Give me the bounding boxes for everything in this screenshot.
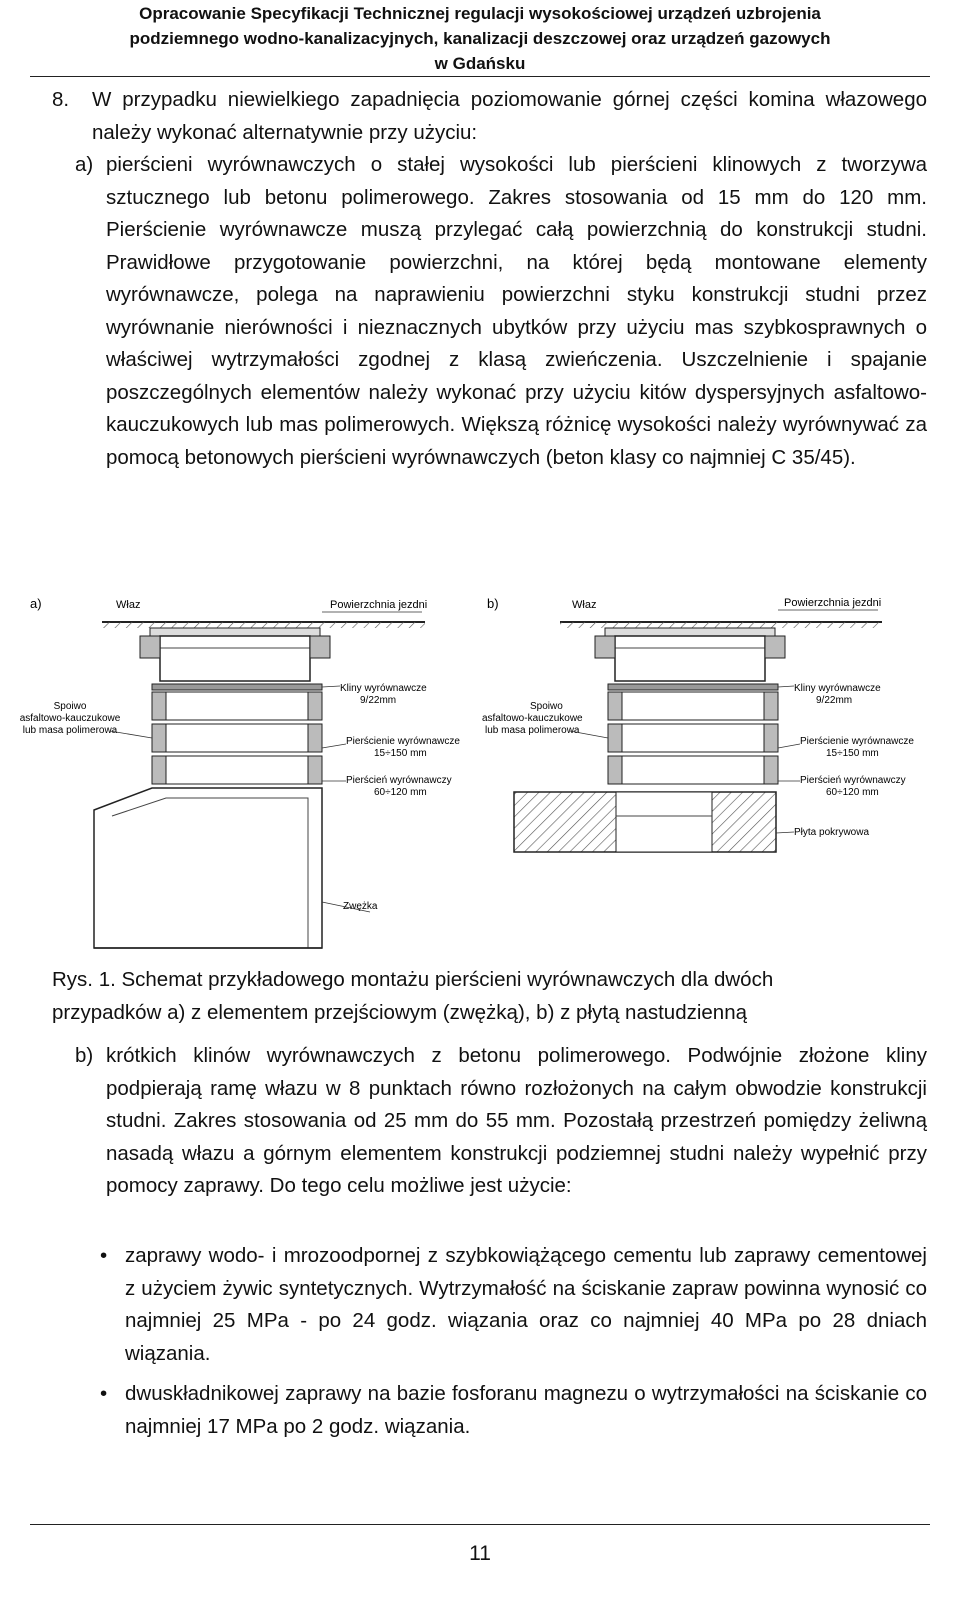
panel-a-pierscienie-1: Pierścienie wyrównawcze: [346, 736, 460, 747]
panel-b-kliny-1: Kliny wyrównawcze: [794, 683, 881, 694]
caption-line-1: Rys. 1. Schemat przykładowego montażu pierścieni wyrównawczych dla dwóch: [52, 968, 774, 991]
header-line-3: w Gdańsku: [434, 54, 526, 73]
item-b: [75, 1040, 927, 1203]
panel-b-plyta: Płyta pokrywowa: [794, 827, 870, 838]
caption-line-2: przypadków a) z elementem przejściowym (zwężką), b) z płytą nastudzienną: [52, 1000, 747, 1024]
item-8-sub-a: [75, 149, 927, 474]
panel-b-spoiwo-1: Spoiwo: [530, 701, 563, 712]
panel-b-pierscienie-2: 15÷150 mm: [826, 748, 879, 759]
panel-a-spoiwo-2: asfaltowo-kauczukowe: [19, 713, 121, 724]
bullet-mark: •: [100, 1382, 108, 1405]
item-8-lead: W przypadku niewielkiego zapadnięcia poziomowanie górnej części komina włazowego należy wykonać alternatywnie przy użyciu:: [92, 88, 927, 144]
panel-a-spoiwo-1: Spoiwo: [53, 701, 87, 712]
panel-a-tag: a): [30, 596, 42, 611]
footer-rule: [30, 1524, 930, 1525]
panel-b-kliny-2: 9/22mm: [816, 695, 853, 706]
panel-b-pierscien-2: 60÷120 mm: [826, 787, 879, 798]
sub-a-text: pierścieni wyrównawczych o stałej wysokości lub pierścieni klinowych z tworzywa sztucznego lub betonu polimerowego. Zakres stosowania od 15 mm do 120 mm. Pierścienie wyrównawcze muszą przylegać całą powierzchnią do konstrukcji studni. Prawidłowe przygotowanie powierzchni, na której będą montowane elementy wyrównawcze, polega na naprawieniu powierzchni styku konstrukcji studni przez wyrównanie nierówności i nieznacznych ubytków przy użyciu mas szybkosprawnych o właściwej wytrzymałości zgodnej z klasą zwieńczenia. Uszczelnienie i spajanie poszczególnych elementów należy wykonać przy użyciu kitów dyspersyjnych asfaltowo-kauczukowych lub mas polimerowych. Większą różnicę wysokości należy wyrównywać za pomocą betonowych pierścieni wyrównawczych (beton klasy co najmniej C 35/45).: [106, 153, 927, 469]
panel-a-zwezka: Zwężka: [343, 901, 378, 912]
item-b-text: krótkich klinów wyrównawczych z betonu polimerowego. Podwójnie złożone kliny podpierają ramę włazu w 8 punktach równo rozłożonych na całym obwodzie konstrukcji studni. Zakres stosowania od 25 mm do 55 mm. Pozostałą przestrzeń pomiędzy żeliwną nasadą włazu a górnym elementem konstrukcji podziemnej studni należy wypełnić przy pomocy zaprawy. Do tego celu możliwe jest użycie:: [106, 1044, 927, 1197]
figure-schematic: [19, 588, 930, 958]
bullet-text: dwuskładnikowej zaprawy na bazie fosforanu magnezu o wytrzymałości na ściskanie co najmniej 17 MPa po 2 godz. wiązania.: [125, 1382, 927, 1438]
bullet-item: [100, 1378, 927, 1443]
item-8-number: 8.: [52, 88, 70, 111]
bullet-item: [100, 1240, 927, 1370]
header-rule: [30, 76, 930, 77]
panel-a-pierscien-1: Pierścień wyrównawczy: [346, 775, 452, 786]
panel-a-pierscien-2: 60÷120 mm: [374, 787, 427, 798]
bullet-list: [100, 1240, 927, 1451]
panel-b-wlaz-label: Właz: [572, 599, 597, 611]
item-8: [52, 84, 927, 469]
sub-a-label: a): [75, 153, 94, 176]
panel-a-kliny-2: 9/22mm: [360, 695, 397, 706]
figure-panel-b: [482, 596, 914, 852]
panel-b-pierscien-1: Pierścień wyrównawczy: [800, 775, 906, 786]
header-line-1: Opracowanie Specyfikacji Technicznej regulacji wysokościowej urządzeń uzbrojenia: [139, 4, 821, 23]
panel-a-kliny-1: Kliny wyrównawcze: [340, 683, 427, 694]
page-number: 11: [469, 1542, 491, 1565]
panel-b-pierscienie-1: Pierścienie wyrównawcze: [800, 736, 914, 747]
panel-a-pierscienie-2: 15÷150 mm: [374, 748, 427, 759]
panel-b-tag: b): [487, 596, 499, 611]
bullet-mark: •: [100, 1244, 108, 1267]
header-line-2: podziemnego wodno-kanalizacyjnych, kanalizacji deszczowej oraz urządzeń gazowych: [129, 29, 831, 48]
panel-a-wlaz-label: Właz: [116, 599, 141, 611]
bullet-text: zaprawy wodo- i mrozoodpornej z szybkowiążącego cementu lub zaprawy cementowej z użyciem żywic syntetycznych. Wytrzymałość na ściskanie zapraw powinna wynosić co najmniej 25 MPa - po 24 godz. wiązania oraz co najmniej 40 MPa po 28 dniach wiązania.: [125, 1244, 927, 1365]
figure-panel-a: [20, 596, 461, 948]
figure-caption: [52, 964, 927, 1029]
panel-a-surface-label: Powierzchnia jezdni: [330, 599, 428, 611]
panel-b-spoiwo-3: lub masa polimerowa: [485, 725, 580, 736]
panel-b-spoiwo-2: asfaltowo-kauczukowe: [482, 713, 583, 724]
page-header: [0, 0, 960, 76]
item-b-label: b): [75, 1044, 94, 1067]
panel-a-spoiwo-3: lub masa polimerowa: [22, 725, 118, 736]
panel-b-surface-label: Powierzchnia jezdni: [784, 597, 882, 609]
